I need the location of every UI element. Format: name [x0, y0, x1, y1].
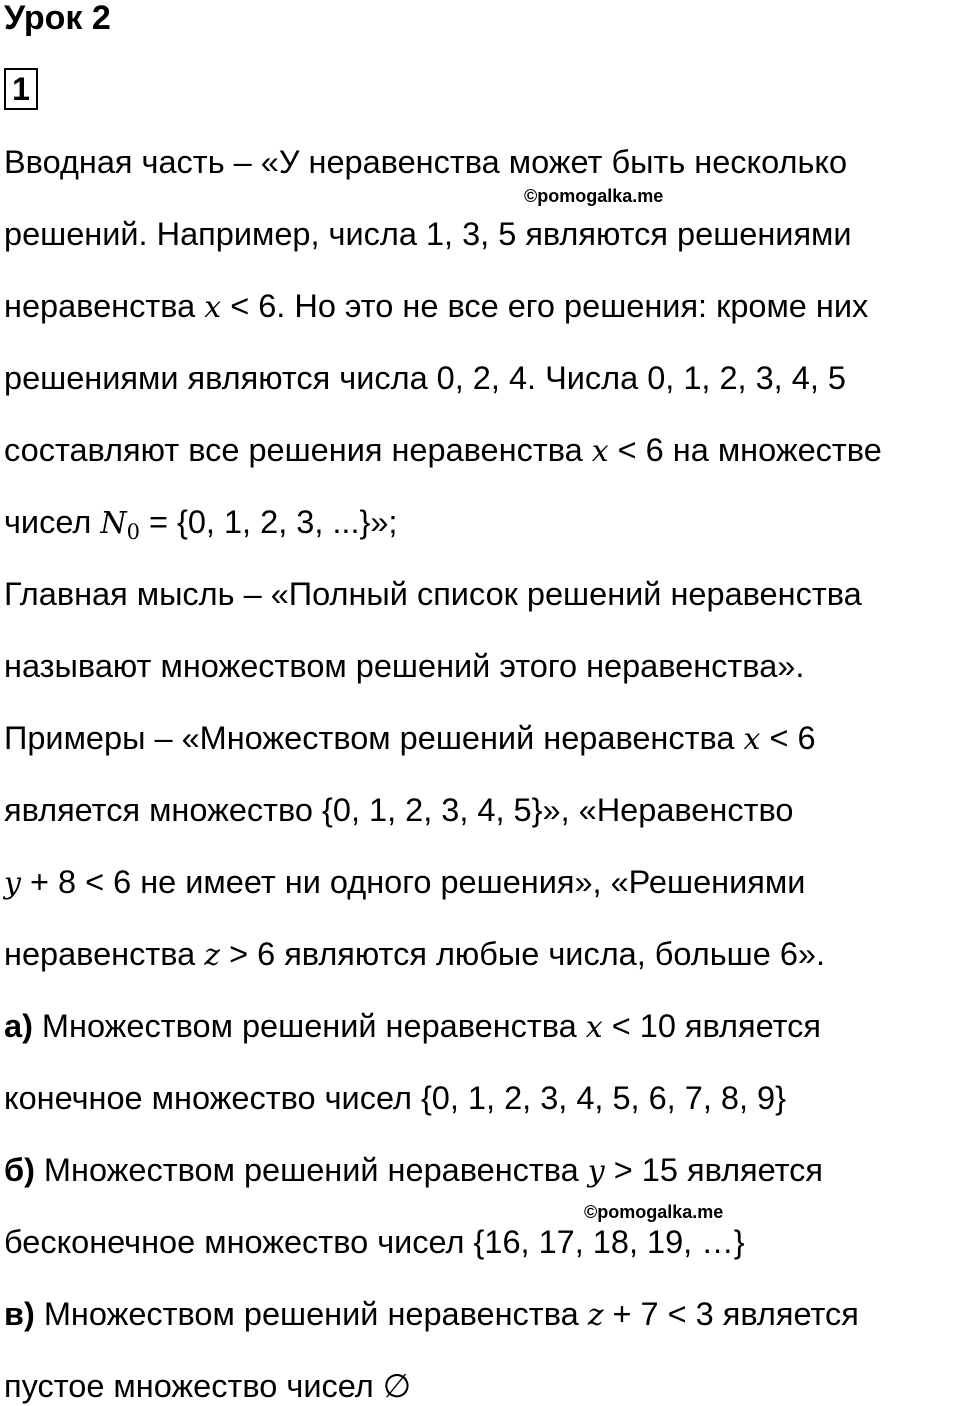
text: является множество {0, 1, 2, 3, 4, 5}», «Неравенство — [4, 792, 794, 828]
text-line-10 — [4, 790, 793, 830]
text: > 15 является — [604, 1152, 824, 1188]
text-line-3 — [4, 286, 868, 328]
math-variable: z — [204, 938, 221, 973]
text: называют множеством решений этого неравенства». — [4, 648, 805, 684]
answer-label-b: б) — [4, 1152, 35, 1188]
math-variable: z — [587, 1298, 604, 1333]
text: Множеством решений неравенства — [34, 1152, 588, 1188]
text-line-7 — [4, 574, 862, 614]
text-line-9 — [4, 718, 816, 760]
math-variable: y — [4, 866, 21, 901]
text: решений. Например, числа 1, 3, 5 являются решениями — [4, 216, 852, 252]
text-line-6 — [4, 502, 397, 544]
text: Главная мысль – «Полный список решений неравенства — [4, 576, 862, 612]
text: Вводная часть – «У неравенства может быть несколько — [4, 144, 848, 180]
answer-b — [4, 1150, 823, 1192]
text: конечное множество чисел {0, 1, 2, 3, 4, 5, 6, 7, 8, 9} — [4, 1080, 786, 1116]
text: < 6 на множестве — [608, 432, 882, 468]
answer-label-c: в) — [4, 1296, 35, 1332]
text-line-18 — [4, 1366, 411, 1406]
text: Множеством решений неравенства — [34, 1296, 588, 1332]
text-line-12 — [4, 934, 825, 976]
page-title: Урок 2 — [4, 0, 111, 37]
text: неравенства — [4, 288, 205, 324]
answer-c — [4, 1294, 859, 1336]
math-variable: x — [743, 722, 761, 757]
text: пустое множество чисел ∅ — [4, 1368, 412, 1404]
text: решениями являются числа 0, 2, 4. Числа 0, 1, 2, 3, 4, 5 — [4, 360, 846, 396]
text: > 6 являются любые числа, больше 6». — [220, 936, 826, 972]
text-line-16 — [4, 1222, 745, 1262]
text: Примеры – «Множеством решений неравенства — [4, 720, 744, 756]
answer-a — [4, 1006, 821, 1048]
text-line-4 — [4, 358, 846, 398]
watermark: ©pomogalka.me — [524, 186, 664, 206]
text: < 6. Но это не все его решения: кроме них — [221, 288, 869, 324]
text: + 8 < 6 не имеет ни одного решения», «Решениями — [20, 864, 806, 900]
math-variable: x — [204, 290, 222, 325]
text: Множеством решений неравенства — [32, 1008, 586, 1044]
text: чисел — [4, 504, 101, 540]
text: < 10 является — [602, 1008, 821, 1044]
text: < 6 — [760, 720, 816, 756]
text-line-14 — [4, 1078, 786, 1118]
task-number-box: 1 — [4, 68, 38, 110]
text-line-5 — [4, 430, 882, 472]
text: + 7 < 3 является — [603, 1296, 859, 1332]
math-variable: y — [587, 1154, 605, 1189]
text: составляют все решения неравенства — [4, 432, 592, 468]
text: бесконечное множество чисел {16, 17, 18, 19, …} — [4, 1224, 745, 1260]
text-line-11 — [4, 862, 805, 904]
text-line-8 — [4, 646, 804, 686]
text-line-1 — [4, 142, 847, 182]
text-line-2 — [4, 214, 852, 254]
answer-label-a: а) — [4, 1008, 33, 1044]
math-variable: N — [100, 506, 127, 541]
math-subscript: 0 — [126, 520, 140, 544]
watermark: ©pomogalka.me — [584, 1202, 724, 1222]
math-variable: x — [585, 1010, 603, 1045]
text: = {0, 1, 2, 3, ...}»; — [139, 504, 398, 540]
math-variable: x — [591, 434, 609, 469]
text: неравенства — [4, 936, 205, 972]
